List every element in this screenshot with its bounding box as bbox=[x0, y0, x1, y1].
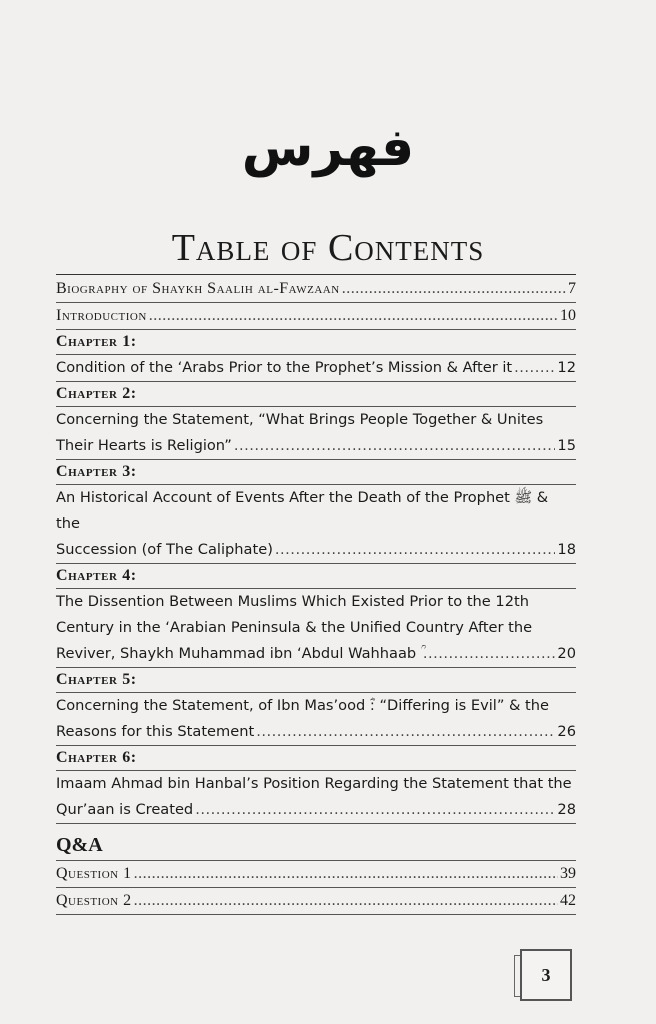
toc-page-number: 10 bbox=[560, 307, 576, 324]
dot-leader bbox=[149, 303, 558, 329]
toc-entry[interactable] bbox=[56, 355, 576, 382]
toc-entry-title: Concerning the Statement, of Ibn Mas’ood ؓ: “Differing is Evil” & the bbox=[56, 697, 550, 714]
toc-entry[interactable] bbox=[56, 276, 576, 303]
toc-entry[interactable] bbox=[56, 693, 576, 746]
toc-entry-title: An Historical Account of Events After the Death of the Prophet ﷺ & the bbox=[56, 489, 549, 532]
toc-entry-title: Concerning the Statement, “What Brings People Together & Unites bbox=[56, 411, 544, 428]
dot-leader bbox=[275, 537, 556, 563]
chapter-heading: Chapter 5: bbox=[56, 668, 576, 693]
chapter-heading: Chapter 1: bbox=[56, 330, 576, 355]
dot-leader bbox=[256, 719, 555, 745]
toc-page-number: 42 bbox=[560, 892, 576, 909]
toc-entry-title: Century in the ‘Arabian Peninsula & the Unified Country After the bbox=[56, 619, 533, 636]
toc-entry-title: Condition of the ‘Arabs Prior to the Prophet’s Mission & After it bbox=[56, 355, 514, 381]
toc-page-number: 28 bbox=[557, 801, 576, 818]
toc-entry[interactable] bbox=[56, 407, 576, 460]
toc-entry[interactable] bbox=[56, 485, 576, 564]
toc-entry[interactable] bbox=[56, 589, 576, 668]
toc-page-number: 26 bbox=[557, 723, 576, 740]
chapter-heading: Chapter 4: bbox=[56, 564, 576, 589]
page-number-box bbox=[520, 949, 572, 1001]
toc-entry[interactable] bbox=[56, 771, 576, 824]
title-rule bbox=[56, 274, 576, 275]
dot-leader bbox=[195, 797, 555, 823]
toc-entry-title: Biography of Shaykh Saalih al-Fawzaan bbox=[56, 276, 342, 302]
toc-entry-title: Reasons for this Statement bbox=[56, 719, 256, 745]
toc-entry-title: Question 2 bbox=[56, 888, 134, 914]
table-of-contents bbox=[56, 276, 576, 915]
chapter-heading: Chapter 3: bbox=[56, 460, 576, 485]
dot-leader bbox=[342, 276, 566, 302]
dot-leader bbox=[134, 888, 558, 914]
toc-entry-title: Imaam Ahmad bin Hanbal’s Position Regarding the Statement that the bbox=[56, 775, 572, 792]
page-number: 3 bbox=[541, 964, 551, 985]
toc-page-number: 18 bbox=[557, 541, 576, 558]
toc-entry-title: The Dissention Between Muslims Which Existed Prior to the 12th bbox=[56, 593, 529, 610]
arabic-title: فهرس bbox=[241, 118, 415, 178]
toc-entry[interactable] bbox=[56, 888, 576, 915]
dot-leader bbox=[134, 861, 558, 887]
toc-page-number: 20 bbox=[557, 645, 576, 662]
toc-entry-title: Reviver, Shaykh Muhammad ibn ‘Abdul Wahhaab ؒ bbox=[56, 641, 423, 667]
toc-entry-title: Qur’aan is Created bbox=[56, 797, 195, 823]
toc-entry-title: Succession (of The Caliphate) bbox=[56, 537, 275, 563]
toc-page-number: 15 bbox=[557, 437, 576, 454]
toc-entry[interactable] bbox=[56, 303, 576, 330]
toc-page-number: 39 bbox=[560, 865, 576, 882]
page-title: Table of Contents bbox=[171, 227, 485, 269]
chapter-heading: Chapter 2: bbox=[56, 382, 576, 407]
toc-page-number: 12 bbox=[557, 359, 576, 376]
chapter-heading: Chapter 6: bbox=[56, 746, 576, 771]
dot-leader bbox=[514, 355, 555, 381]
toc-entry-title: Introduction bbox=[56, 303, 149, 329]
toc-entry-title: Question 1 bbox=[56, 861, 134, 887]
toc-page-number: 7 bbox=[568, 280, 576, 297]
dot-leader bbox=[423, 641, 556, 667]
toc-entry[interactable] bbox=[56, 861, 576, 888]
toc-entry-title: Their Hearts is Religion” bbox=[56, 433, 234, 459]
section-heading: Q&A bbox=[56, 824, 576, 861]
dot-leader bbox=[234, 433, 556, 459]
